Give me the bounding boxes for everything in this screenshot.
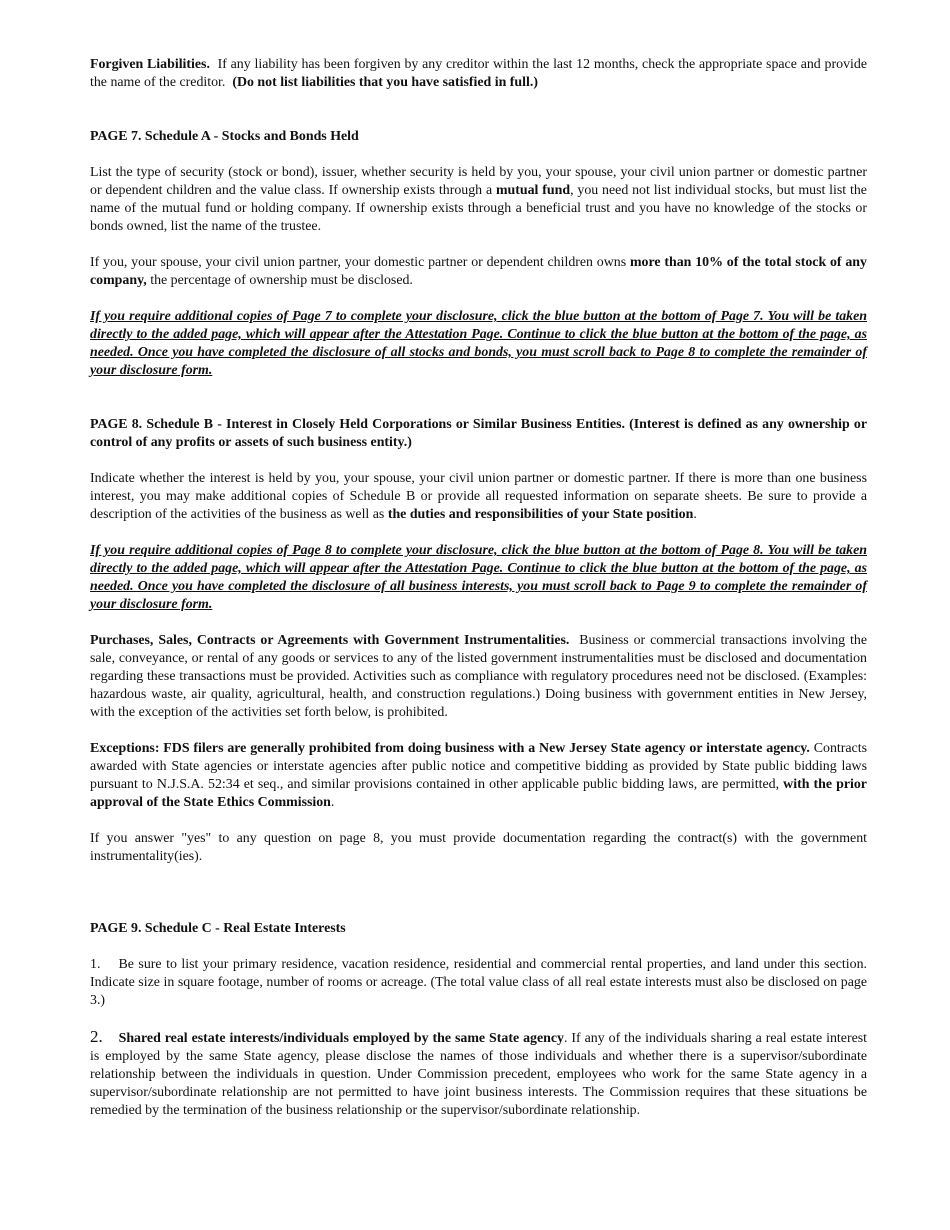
forgiven-liabilities-text: If any liability has been forgiven by any creditor within the last 12 months, check the appropriate space and provide the name of the creditor.: [90, 57, 867, 90]
page8-p1-end: .: [693, 507, 697, 522]
page7-p2-bold: more than 10% of the total stock of any company,: [90, 255, 867, 288]
page7-p1-text-b: , you need not list individual stocks, but must list the name of the mutual fund or holding company. If ownership exists through a beneficial trust and you have no knowledge of the stocks or bonds owned, list the name of the trustee.: [90, 183, 867, 234]
page9-item-1: [90, 956, 867, 1010]
page9-item-1-text: Be sure to list your primary residence, vacation residence, residential and commercial rental properties, and land under this section. Indicate size in square footage, number of rooms or acreage. (The total value class of all real estate interests must also be disclosed on page 3.): [90, 957, 867, 1008]
page7-paragraph-1: [90, 164, 867, 236]
exceptions-end: .: [330, 795, 335, 810]
page7-p2-text-b: the percentage of ownership must be disclosed.: [150, 273, 413, 288]
page7-p1-bold: mutual fund: [495, 183, 571, 198]
forgiven-liabilities-note: (Do not list liabilities that you have satisfied in full.): [232, 75, 538, 90]
page7-additional-copies-note: If you require additional copies of Page 7 to complete your disclosure, click the blue button at the bottom of Page 7. You will be taken directly to the added page, which will appear after the Attestation Page. Continue to click the blue button at the bottom of the page, as needed. Once you have completed the disclosure of all stocks and bonds, you must scroll back to Page 8 to complete the remainder of your disclosure form.: [90, 309, 867, 378]
forgiven-liabilities-title: Forgiven Liabilities.: [90, 57, 210, 72]
exceptions-paragraph: [90, 740, 867, 812]
page9-item-2: [90, 1028, 867, 1120]
page9-heading: PAGE 9. Schedule C - Real Estate Interests: [90, 921, 346, 936]
purchases-text: Business or commercial transactions involving the sale, conveyance, or rental of any goods or services to any of the listed government instrumentalities must be disclosed and documentation regarding these transactions must be provided. Activities such as compliance with regulatory procedures need not be disclosed. (Examples: hazardous waste, air quality, agricultural, health, and construction regulations.) Doing business with government entities in New Jersey, with the exception of the activities set forth below, is prohibited.: [90, 633, 867, 720]
exceptions-bold: with the prior approval of the State Ethics Commission: [90, 777, 867, 810]
page8-paragraph-1: [90, 470, 867, 524]
page8-heading: PAGE 8. Schedule B - Interest in Closely Held Corporations or Similar Business Entities. (Interest is defined as any ownership or control of any profits or assets of such business entity.): [90, 417, 867, 450]
page8-additional-copies-note: If you require additional copies of Page 8 to complete your disclosure, click the blue button at the bottom of Page 8. You will be taken directly to the added page, which will appear after the Attestation Page. Continue to click the blue button at the bottom of the page, as needed. Once you have completed the disclosure of all business interests, you must scroll back to Page 9 to complete the remainder of your disclosure form.: [90, 543, 867, 612]
yes-answer-paragraph: If you answer "yes" to any question on page 8, you must provide documentation regarding the contract(s) with the government instrumentality(ies).: [90, 831, 867, 864]
page7-p1-text-a: List the type of security (stock or bond), issuer, whether security is held by you, your spouse, your civil union partner or domestic partner or dependent children and the value class. If ownership exists through a: [90, 165, 867, 198]
page8-p1-bold: the duties and responsibilities of your State position: [387, 507, 694, 522]
exceptions-title: Exceptions: FDS filers are generally prohibited from doing business with a New Jersey State agency or interstate agency.: [90, 741, 810, 756]
page9-item-1-number: 1.: [90, 957, 101, 972]
page9-item-2-title: Shared real estate interests/individuals employed by the same State agency: [118, 1031, 564, 1046]
page7-paragraph-2: [90, 254, 867, 290]
forgiven-liabilities-paragraph: [90, 56, 867, 92]
exceptions-text: Contracts awarded with State agencies or interstate agencies after public notice and competitive bidding as provided by State public bidding laws pursuant to N.J.S.A. 52:34 et seq., and similar provisions contained in other applicable public bidding laws, are permitted,: [90, 741, 867, 792]
purchases-paragraph: [90, 632, 867, 722]
page8-p1-text: Indicate whether the interest is held by you, your spouse, your civil union partner or domestic partner. If there is more than one business interest, you may make additional copies of Schedule B or provide all requested information on separate sheets. Be sure to provide a description of the activities of the business as well as: [90, 471, 867, 522]
page9-item-2-number: 2.: [90, 1027, 103, 1046]
document-page: [90, 56, 867, 1120]
page7-heading: PAGE 7. Schedule A - Stocks and Bonds Held: [90, 129, 359, 144]
purchases-title: Purchases, Sales, Contracts or Agreements with Government Instrumentalities.: [90, 633, 570, 648]
page9-item-2-text: . If any of the individuals sharing a real estate interest is employed by the same State agency, please disclose the names of those individuals and whether there is a supervisor/subordinate relationship between the individuals in question. Under Commission precedent, employees who work for the same State agency in a supervisor/subordinate relationship are not permitted to have joint business interests. The Commission requires that these situations be remedied by the termination of the business relationship or the supervisor/subordinate relationship.: [90, 1031, 868, 1118]
page7-p2-text-a: If you, your spouse, your civil union partner, your domestic partner or dependent children owns: [90, 255, 627, 270]
